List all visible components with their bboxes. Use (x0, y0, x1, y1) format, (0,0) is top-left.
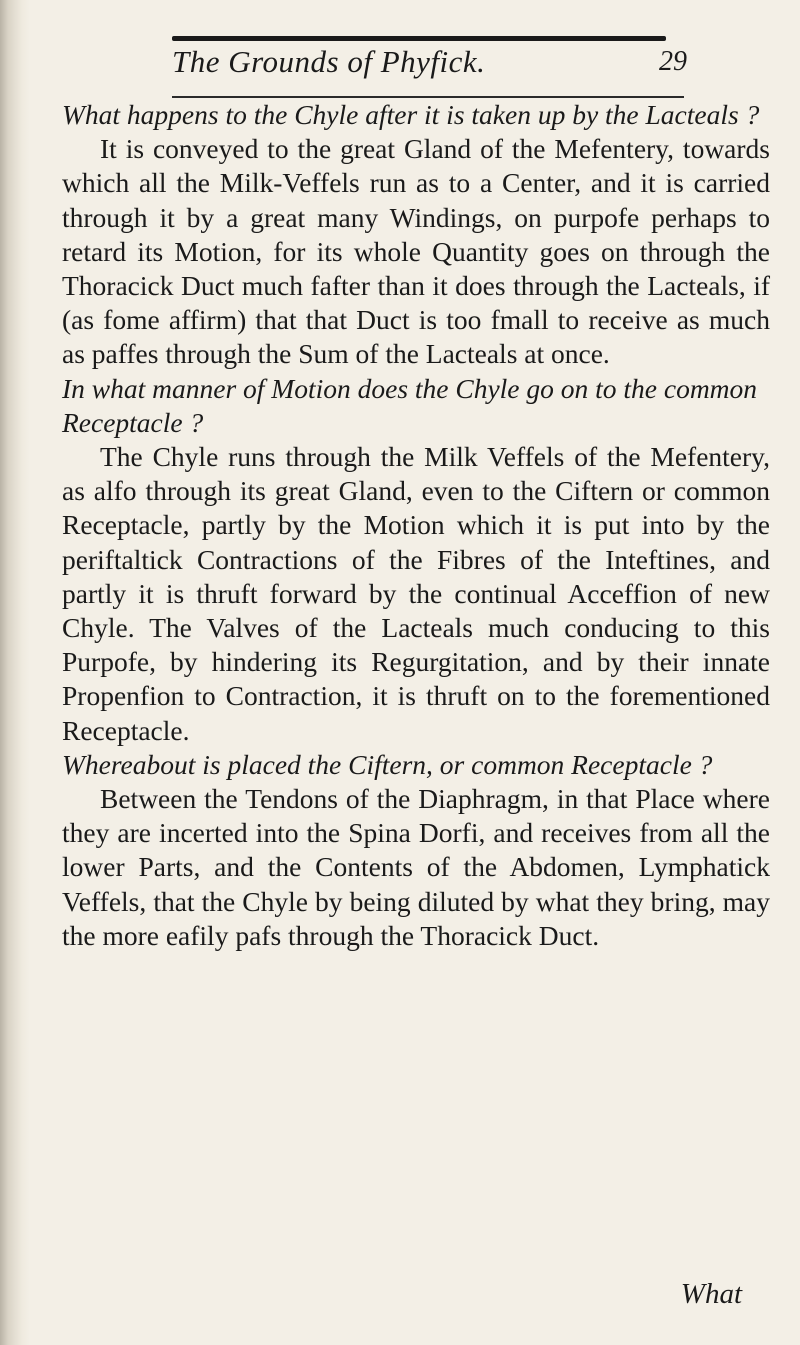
question-2: In what manner of Motion does the Chyle go on to the common Receptacle ? (62, 372, 758, 438)
body-text (62, 98, 770, 953)
page-header (172, 44, 687, 92)
question-3: Whereabout is placed the Ciftern, or common Receptacle ? (62, 748, 713, 780)
question-1: What happens to the Chyle after it is taken up by the Lacteals ? (62, 99, 760, 130)
answer-3: Between the Tendons of the Diaphragm, in that Place where they are incerted into the Spina Dorfi, and receives from all the lower Parts, and the Contents of the Abdomen, Lymphatick Veffels, that the Chyle by being diluted by what they bring, may the more eafily pafs through the Thoracick Duct. (62, 783, 770, 951)
catchword: What (680, 1278, 742, 1310)
answer-2: The Chyle runs through the Milk Veffels of the Mefentery, as alfo through its great Gland, even to the Ciftern or common Receptacle, partly by the Motion which it is put into by the periftaltick Contractions of the Fibres of the Inteftines, and partly it is thruft forward by the continual Acceffion of new Chyle. The Valves of the Lacteals much conducing to this Purpofe, by hindering its Regurgitation, and by their innate Propenfion to Contraction, it is thruft on to the forementioned Receptacle. (62, 441, 770, 746)
answer-1: It is conveyed to the great Gland of the Mefentery, towards which all the Milk-Veffels run as to a Center, and it is carried through it by a great many Windings, on purpofe perhaps to retard its Motion, for its whole Quantity goes on through the Thoracick Duct much fafter than it does through the Lacteals, if (as fome affirm) that that Duct is too fmall to receive as much as paffes through the Sum of the Lacteals at once. (62, 133, 770, 370)
header-rule-top (172, 36, 666, 41)
page-binding-shadow (0, 0, 30, 1345)
running-head: The Grounds of Phyfick. (172, 44, 486, 79)
page-number: 29 (659, 46, 687, 77)
